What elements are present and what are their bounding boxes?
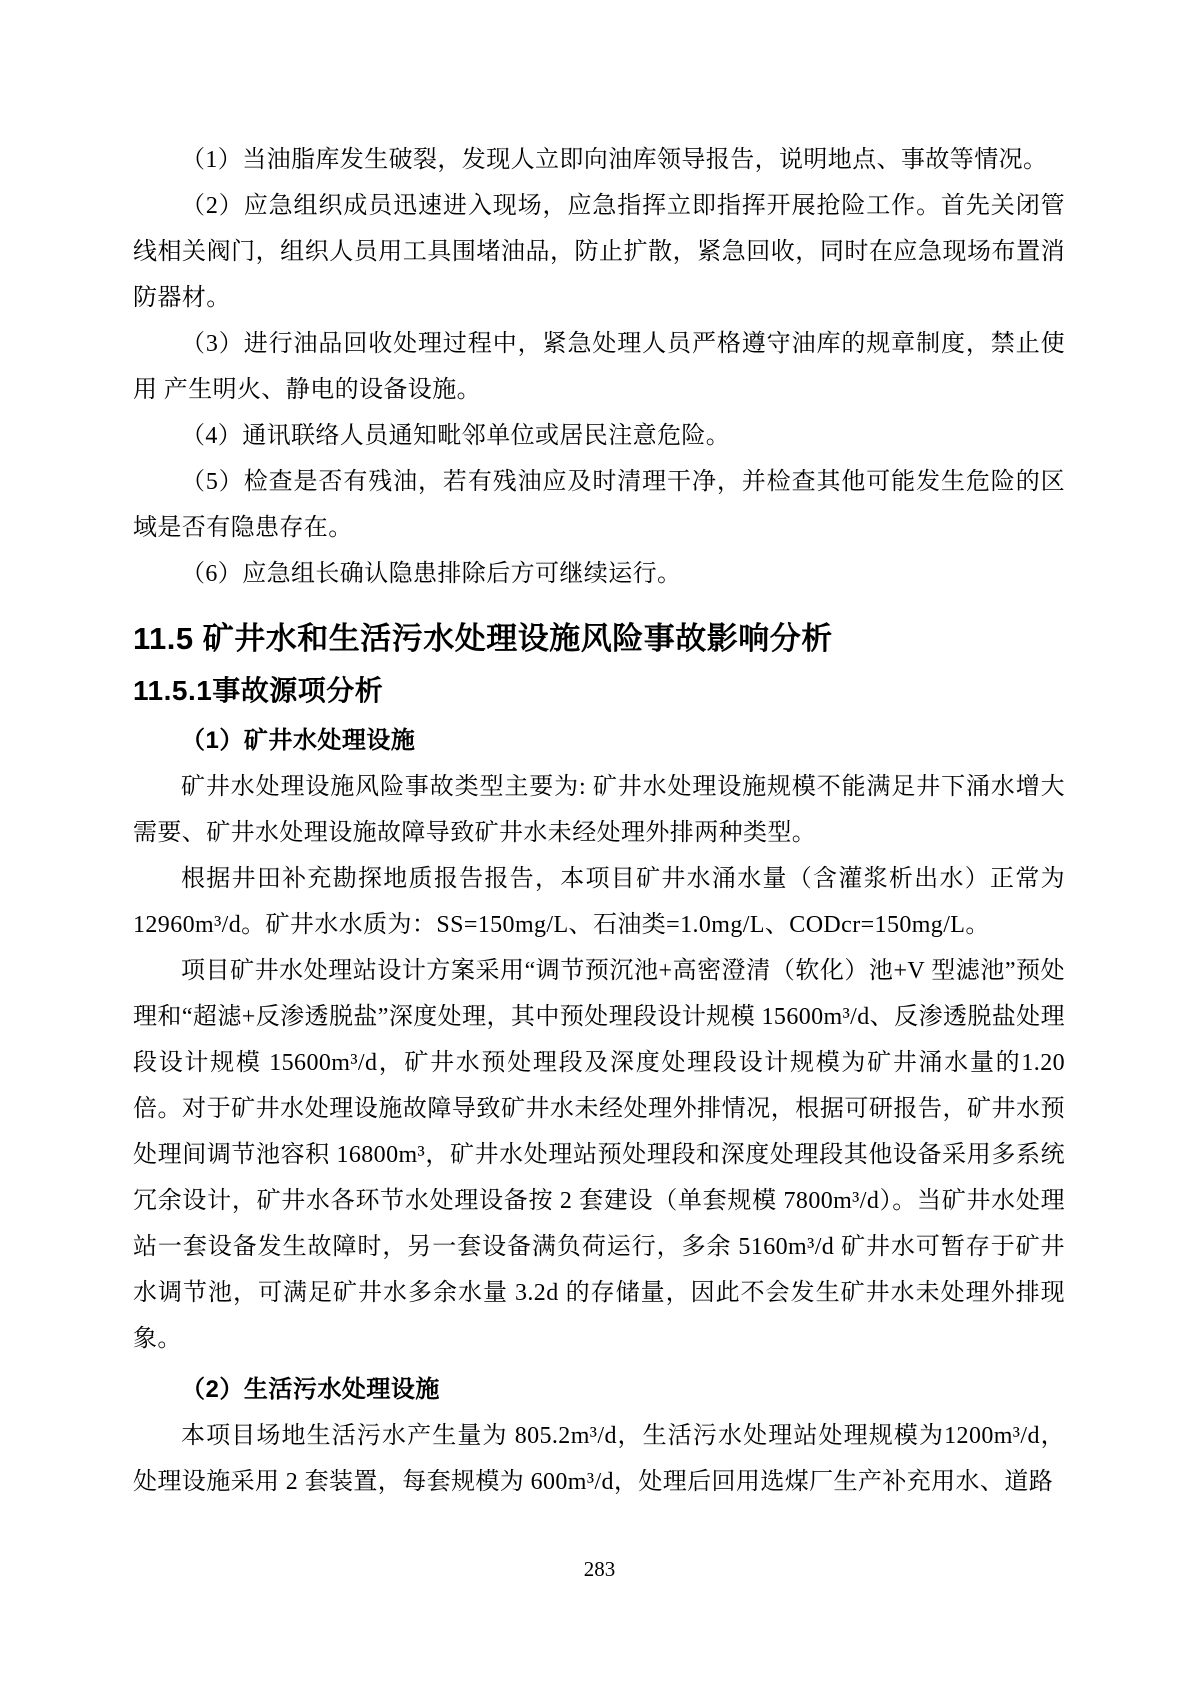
para-emergency-step-3: （3）进行油品回收处理过程中，紧急处理人员严格遵守油库的规章制度，禁止使用 产生明火、静电的设备设施。 — [133, 331, 1065, 403]
para-emergency-step-2: （2）应急组织成员迅速进入现场，应急指挥立即指挥开展抢险工作。首先关闭管线相关阀门，组织人员用工具围堵油品，防止扩散，紧急回收，同时在应急现场布置消防器材。 — [133, 193, 1065, 311]
section-heading-11-5: 11.5 矿井水和生活污水处理设施风险事故影响分析 — [133, 621, 833, 656]
para-mine-water-risk-types: 矿井水处理设施风险事故类型主要为: 矿井水处理设施规模不能满足井下涌水增大需要、矿井水处理设施故障导致矿井水未经处理外排两种类型。 — [133, 774, 1065, 846]
subsection-heading-11-5-1: 11.5.1事故源项分析 — [133, 675, 384, 706]
para-emergency-step-4: （4）通讯联络人员通知毗邻单位或居民注意危险。 — [181, 423, 731, 449]
para-mine-water-inflow-quality: 根据井田补充勘探地质报告报告，本项目矿井水涌水量（含灌浆析出水）正常为12960m³/d。矿井水水质为：SS=150mg/L、石油类=1.0mg/L、CODcr=150mg/L。 — [133, 866, 1065, 938]
para-emergency-step-6: （6）应急组长确认隐患排除后方可继续运行。 — [181, 561, 682, 587]
para-mine-water-treatment-design: 项目矿井水处理站设计方案采用“调节预沉池+高密澄清（软化）池+V 型滤池”预处理和“超滤+反渗透脱盐”深度处理，其中预处理段设计规模 15600m³/d、反渗透脱盐处理段设计规模 15600m³/d，矿井水预处理段及深度处理段设计规模为矿井涌水量的1.20 倍。对于矿井水处理设施故障导致矿井水未经处理外排情况，根据可研报告，矿井水预处理间调节池容积 16800m³，矿井水处理站预处理段和深度处理段其他设备采用多系统冗余设计，矿井水各环节水处理设备按 2 套建设（单套规模 7800m³/d）。当矿井水处理站一套设备发生故障时，另一套设备满负荷运行，多余 5160m³/d 矿井水可暂存于矿井水调节池，可满足矿井水多余水量 3.2d 的存储量，因此不会发生矿井水未处理外排现象。 — [133, 958, 1065, 1352]
para-emergency-step-1: （1）当油脂库发生破裂，发现人立即向油库领导报告，说明地点、事故等情况。 — [181, 147, 1048, 173]
item-heading-domestic-sewage-facility: （2）生活污水处理设施 — [181, 1376, 440, 1403]
para-emergency-step-5: （5）检查是否有残油，若有残油应及时清理干净，并检查其他可能发生危险的区域是否有隐患存在。 — [133, 469, 1065, 541]
page-number: 283 — [583, 1557, 616, 1581]
item-heading-mine-water-facility: （1）矿井水处理设施 — [181, 727, 416, 754]
para-domestic-sewage-design: 本项目场地生活污水产生量为 805.2m³/d，生活污水处理站处理规模为1200m³/d，处理设施采用 2 套装置，每套规模为 600m³/d，处理后回用选煤厂生产补充用水、道路 — [133, 1423, 1065, 1495]
document-content — [133, 137, 1065, 1505]
